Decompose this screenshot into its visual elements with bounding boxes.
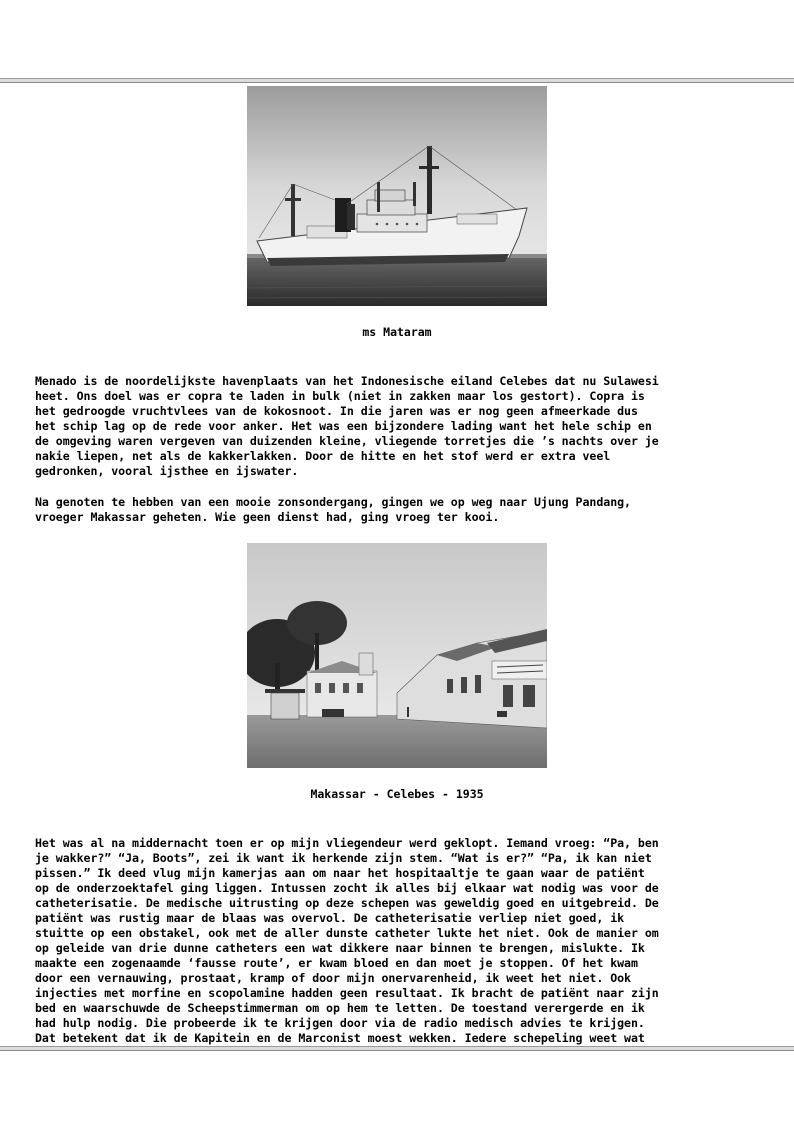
makassar-street-photo (247, 543, 547, 768)
paragraph-menado: Menado is de noordelijkste havenplaats van het Indonesische eiland Celebes dat nu Sulawesi heet. Ons doel was er copra te laden in bulk (niet in zakken maar los gestort). Copra is het gedroogde vruchtvlees van de kokosnoot. In die jaren was er nog geen afmeerkade dus het schip lag op de rede voor anker. Het was een bijzondere lading want het hele schip en de omgeving waren vergeven van duizenden kleine, vliegende torretjes die ’s nachts over je nakie liepen, net als de kakkerlakken. Door de hitte en het stof werd er extra veel gedronken, vooral ijsthee en ijswater. (35, 374, 659, 478)
street-caption: Makassar - Celebes - 1935 (310, 787, 484, 801)
paragraph-sunset: Na genoten te hebben van een mooie zonsondergang, gingen we op weg naar Ujung Pandang, vroeger Makassar geheten. Wie geen dienst had, ging vroeg ter kooi. (35, 495, 631, 524)
ship-caption: ms Mataram (362, 325, 432, 339)
bottom-rule (0, 1046, 794, 1051)
paragraph-midnight: Het was al na middernacht toen er op mijn vliegendeur werd geklopt. Iemand vroeg: “Pa, ben je wakker?” “Ja, Boots”, zei ik want ik herkende zijn stem. “Wat is er?” “Pa, ik kan niet pissen.” Ik deed vlug mijn kamerjas aan om naar het hospitaaltje te gaan waar de patiënt op de onderzoektafel ging liggen. Intussen zocht ik alles bij elkaar wat nodig was voor de catheterisatie. De medische uitrusting op deze schepen was geweldig goed en uitgebreid. De patiënt was rustig maar de blaas was overvol. De catheterisatie verliep niet goed, ik stuitte op een obstakel, ook met de aller dunste catheter lukte het niet. Ook de manier om op geleide van drie dunne catheters een wat dikkere naar binnen te brengen, mislukte. Ik maakte een zogenaamde ‘fausse route’, er kwam bloed en dan moet je stoppen. Of het kwam door een vernauwing, prostaat, kramp of door mijn onervarenheid, ik weet het niet. Ook injecties met morfine en scopolamine hadden geen resultaat. Ik bracht de patiënt naar zijn bed en waarschuwde de Scheepstimmerman om op hem te letten. De toestand verergerde en ik had hulp nodig. Die probeerde ik te krijgen door via de radio medisch advies te krijgen. Dat betekent dat ik de Kapitein en de Marconist moest wekken. Iedere schepeling weet wat (35, 836, 659, 1045)
top-rule (0, 78, 794, 83)
ship-photo (247, 86, 547, 306)
